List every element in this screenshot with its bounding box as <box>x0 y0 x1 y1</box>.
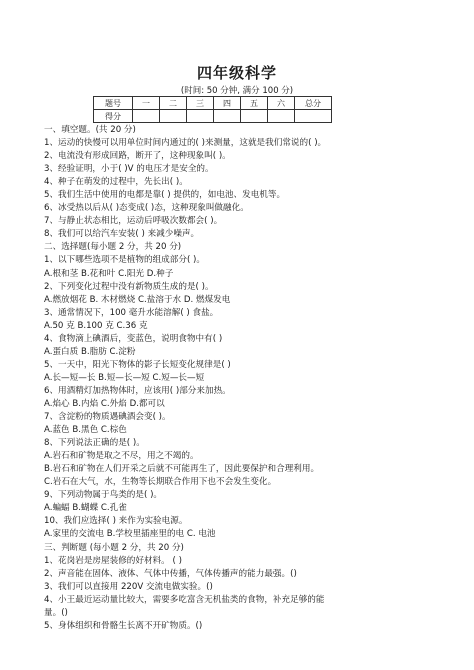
question-line: 5、一天中，阳光下物体的影子长短变化规律是( ) <box>44 359 231 370</box>
table-cell: 二 <box>160 97 187 110</box>
question-line: 7、与静止状态相比，运动后呼吸次数都会( )。 <box>44 216 223 227</box>
page-title: 四年级科学 <box>196 64 277 82</box>
question-line: 8、下列说法正确的是( )。 <box>44 438 145 449</box>
question-line: 5、我们生活中使用的电都是靠( ) 提供的，如电池、发电机等。 <box>44 190 286 201</box>
question-line: 7、含淀粉的物质遇碘酒会变( )。 <box>44 412 171 423</box>
option-line: A.50 克 B.100 克 C.36 克 <box>44 320 148 331</box>
score-table-header-row <box>94 97 332 110</box>
question-line: 3、通常情况下，100 毫升水能溶解( ) 食盐。 <box>44 307 219 318</box>
score-cell <box>187 110 214 123</box>
option-line: A.长—短—长 B.短—长—短 C.短—长—短 <box>44 372 205 383</box>
table-cell: 六 <box>268 97 295 110</box>
question-line: 4、小王最近运动量比较大，需要多吃富含无机盐类的食物，补充足够的能 <box>44 594 325 605</box>
question-line: 1、花岗岩是房屋装修的好材料。 ( ) <box>44 555 182 566</box>
question-line: 2、下列变化过程中没有新物质生成的是( )。 <box>44 281 214 292</box>
question-list <box>44 124 464 633</box>
section-heading: 二、选择题(每小题 2 分，共 20 分) <box>44 242 182 253</box>
question-line: 4、食物滴上碘酒后，变蓝色，说明食物中有( ) <box>44 333 223 344</box>
option-line: A.蝙蝠 B.蝴蝶 C.孔雀 <box>44 503 127 514</box>
option-line: A.家里的交流电 B.学校里插座里的电 C. 电池 <box>44 529 216 540</box>
table-cell: 四 <box>214 97 241 110</box>
exam-subtitle: (时间: 50 分钟, 满分 100 分) <box>180 86 294 96</box>
option-line: C.岩石在大气，水，生物等长期联合作用下也不会发生变化。 <box>44 477 277 488</box>
question-line: 3、经验证明，小于( )V 的电压才是安全的。 <box>44 164 214 175</box>
question-line: 2、电流没有形成回路，断开了，这种现象叫( )。 <box>44 151 231 162</box>
question-line: 4、种子在萌发的过程中，先长出( )。 <box>44 177 188 188</box>
option-line: A.燃放烟花 B. 木材燃烧 C.盐溶于水 D. 燃煤发电 <box>44 294 231 305</box>
question-line: 6、冰受热以后从( )态变成( )态，这种现象叫做融化。 <box>44 203 249 214</box>
section-heading: 一、填空题。(共 20 分) <box>44 125 136 135</box>
option-line: A.蓝色 B.黑色 C.棕色 <box>44 425 127 436</box>
score-cell <box>133 110 160 123</box>
table-cell: 五 <box>241 97 268 110</box>
score-cell <box>268 110 295 123</box>
question-line: 6、用酒精灯加热物体时，应该用( )部分来加热。 <box>44 385 231 396</box>
table-cell: 得分 <box>94 110 133 123</box>
option-line: A.根和茎 B.花和叶 C.阳光 D.种子 <box>44 268 174 279</box>
option-line: A.岩石和矿物是取之不尽，用之不竭的。 <box>44 451 199 462</box>
score-cell <box>295 110 332 123</box>
question-line: 5、身体组织和骨骼生长离不开矿物质。() <box>44 620 203 631</box>
question-line: 1、运动的快慢可以用单位时间内通过的( )来测量，这就是我们常说的( )。 <box>44 138 327 149</box>
question-line: 9、下列动物属于鸟类的是( )。 <box>44 490 163 501</box>
option-line: A.焰心 B.内焰 C.外焰 D.都可以 <box>44 398 165 409</box>
table-cell: 三 <box>187 97 214 110</box>
score-cell <box>160 110 187 123</box>
option-line: B.岩石和矿物在人们开采之后就不可能再生了，因此要保护和合理利用。 <box>44 464 320 475</box>
question-line: 3、我们可以直接用 220V 交流电做实验。() <box>44 581 213 592</box>
table-cell: 一 <box>133 97 160 110</box>
section-heading: 三、判断题 (每小题 2 分，共 20 分) <box>44 542 184 553</box>
score-table-score-row <box>94 110 332 123</box>
table-cell: 题号 <box>94 97 133 110</box>
score-cell <box>241 110 268 123</box>
question-line: 10、我们应选择( ) 来作为实验电源。 <box>44 516 188 527</box>
table-cell: 总分 <box>295 97 332 110</box>
score-cell <box>214 110 241 123</box>
option-line: A.蛋白质 B.脂肪 C.淀粉 <box>44 346 136 357</box>
question-line: 1、以下哪些选项不是植物的组成部分( )。 <box>44 255 205 266</box>
score-table <box>93 96 332 123</box>
question-line: 量。() <box>44 607 68 618</box>
question-line: 8、我们可以给汽车安装( ) 来减少噪声。 <box>44 229 200 240</box>
question-line: 2、声音能在固体、液体、气体中传播，气体传播声的能力最强。() <box>44 568 297 579</box>
